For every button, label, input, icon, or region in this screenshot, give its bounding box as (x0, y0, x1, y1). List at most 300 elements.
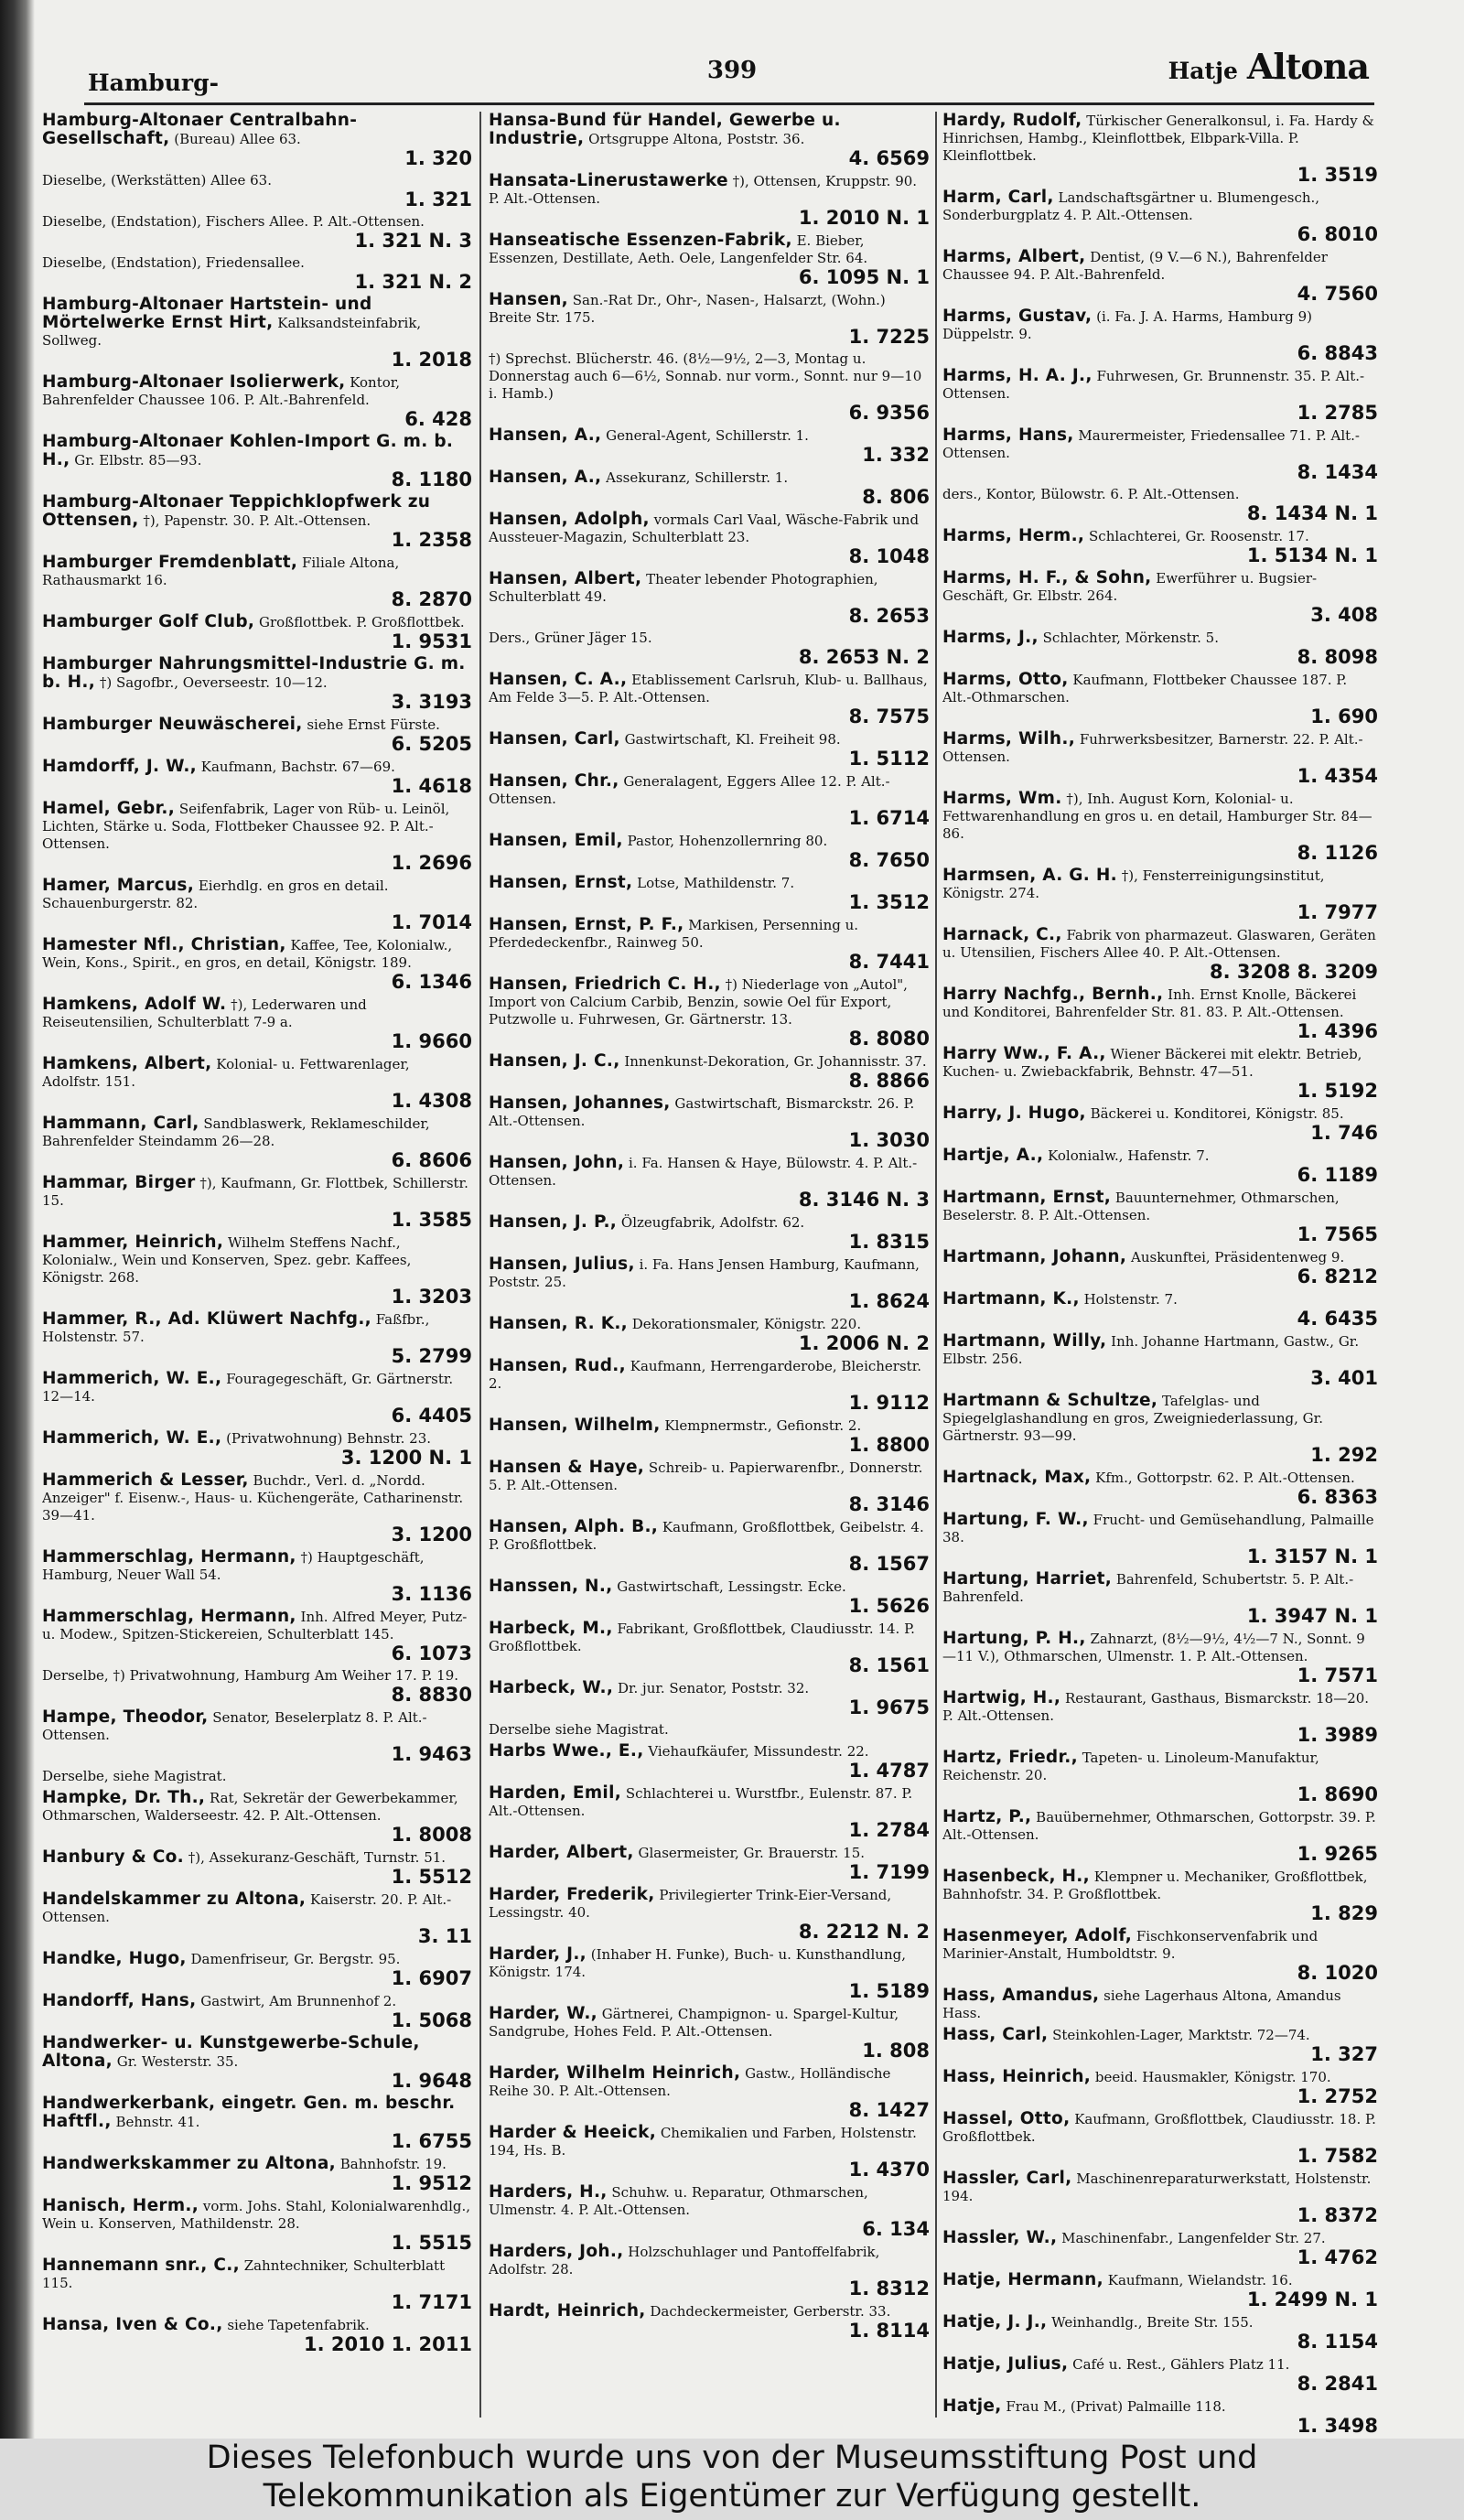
entry-details: Faßfbr., Holstenstr. 57. (42, 1311, 430, 1345)
entry-details: †), Ottensen, Kruppstr. 90. P. Alt.-Ottensen. (489, 173, 918, 207)
entry-details: Maurermeister, Friedensallee 71. P. Alt.-Ottensen. (942, 427, 1361, 461)
entry-name: Harders, Joh., (489, 2242, 624, 2261)
entry-details: Chemikalien und Farben, Holstenstr. 194, Hs. B. (489, 2125, 917, 2159)
entry-name: Hamester Nfl., Christian, (42, 935, 286, 954)
entry-details: Dieselbe, (Werkstätten) Allee 63. (42, 172, 272, 188)
directory-entry (942, 1927, 1378, 1983)
entry-name: Hampke, Dr. Th., (42, 1788, 206, 1807)
entry-phone-number: 8. 1020 (1297, 1962, 1378, 1984)
directory-entry (942, 307, 1378, 363)
entry-phone-number: 1. 3519 (1297, 164, 1378, 186)
directory-entry (942, 112, 1378, 185)
entry-name: Harms, Wm. (942, 789, 1062, 808)
entry-details: (Privatwohnung) Behnstr. 23. (226, 1430, 432, 1447)
directory-entry (942, 2229, 1378, 2267)
entry-phone-number: 1. 4308 (391, 1090, 472, 1112)
directory-entry (942, 188, 1378, 244)
entry-details: Ders., Grüner Jäger 15. (489, 630, 652, 646)
entry-name: Hamburger Fremdenblatt, (42, 553, 298, 572)
entry-name: Handorff, Hans, (42, 1991, 197, 2010)
directory-entry (489, 1578, 930, 1616)
entry-name: Hansen, C. A., (489, 670, 628, 689)
header-rule (84, 102, 1374, 105)
entry-name: Hammann, Carl, (42, 1114, 199, 1133)
directory-entry (942, 569, 1378, 625)
directory-entry (942, 1392, 1378, 1465)
entry-phone-number: 1. 690 (1310, 705, 1378, 727)
entry-details: Bahrenfeld, Schubertstr. 5. P. Alt.-Bahrenfeld. (942, 1571, 1354, 1605)
entry-phone-number: 1. 8624 (848, 1290, 930, 1312)
directory-entry (489, 1459, 930, 1514)
entry-phone-number: 1. 6907 (391, 1967, 472, 1989)
entry-phone-number: 6. 1189 (1297, 1164, 1378, 1186)
entry-name: Harder, Wilhelm Heinrich, (489, 2063, 741, 2083)
entry-name: Hamdorff, J. W., (42, 757, 197, 776)
directory-entry (42, 716, 472, 754)
entry-phone-number: 8. 1561 (848, 1654, 930, 1676)
entry-name: Hamer, Marcus, (42, 876, 195, 895)
entry-phone-number: 8. 2653 N. 2 (798, 646, 930, 668)
directory-entry (42, 2316, 472, 2354)
entry-phone-number: 1. 9463 (391, 1743, 472, 1765)
entry-name: Hannemann snr., C., (42, 2256, 240, 2275)
entry-phone-number: 1. 3498 (1297, 2415, 1378, 2437)
entry-details: vormals Carl Vaal, Wäsche-Fabrik und Aussteuer-Magazin, Schulterblatt 23. (489, 512, 920, 545)
entry-phone-number: 1. 4618 (391, 775, 472, 797)
entry-phone-number: 1. 5189 (848, 1980, 930, 2002)
entry-details: siehe Tapetenfabrik. (227, 2317, 370, 2333)
entry-details: Ortsgruppe Altona, Poststr. 36. (588, 131, 805, 147)
entry-name: Hanseatische Essenzen-Fabrik, (489, 231, 792, 250)
entry-name: Hasenmeyer, Adolf, (942, 1926, 1133, 1945)
entry-phone-number: 1. 332 (862, 444, 930, 466)
directory-entry (489, 1518, 930, 1574)
entry-phone-number: 8. 8830 (391, 1684, 472, 1706)
entry-phone-number: 8. 3208 8. 3209 (1209, 961, 1378, 983)
entry-name: Harms, Wilh., (942, 729, 1076, 748)
directory-entry (942, 1332, 1378, 1388)
directory-entry (42, 296, 472, 370)
directory-entry (42, 112, 472, 168)
entry-details: Auskunftei, Präsidentenweg 9. (1131, 1249, 1345, 1265)
entry-name: Hanisch, Herm., (42, 2196, 199, 2215)
entry-name: Harder, W., (489, 2004, 598, 2023)
entry-name: Hartmann, K., (942, 1289, 1080, 1308)
entry-phone-number: 6. 8010 (1297, 223, 1378, 245)
entry-phone-number: 8. 1180 (391, 468, 472, 490)
entry-details: Gr. Westerstr. 35. (116, 2053, 239, 2070)
directory-entry (489, 2064, 930, 2120)
entry-phone-number: 8. 2653 (848, 605, 930, 627)
entry-details: Privilegierter Trink-Eier-Versand, Lessingstr. 40. (489, 1887, 892, 1921)
directory-entry (942, 2026, 1378, 2064)
directory-entry (489, 671, 930, 727)
entry-phone-number: 1. 3989 (1297, 1724, 1378, 1746)
entry-details: vorm. Johs. Stahl, Kolonialwarenhdlg., Wein u. Konserven, Mathildenstr. 28. (42, 2198, 471, 2232)
entry-phone-number: 8. 806 (862, 486, 930, 508)
directory-entry (42, 493, 472, 550)
entry-name: Hartz, Friedr., (942, 1748, 1078, 1767)
entry-name: Harms, Gustav, (942, 307, 1093, 326)
directory-entry (42, 2095, 472, 2151)
directory-entry (489, 1255, 930, 1311)
entry-phone-number: 8. 8866 (848, 1070, 930, 1092)
entry-phone-number: 1. 746 (1310, 1122, 1378, 1144)
entry-phone-number: 8. 8098 (1297, 646, 1378, 668)
entry-name: Hamburg-Altonaer Centralbahn-Gesellschaft, (42, 112, 358, 148)
entry-name: Hassler, W., (942, 2228, 1058, 2247)
entry-details: †), Papenstr. 30. P. Alt.-Ottensen. (143, 512, 371, 529)
entry-details: Gastwirt, Am Brunnenhof 2. (200, 1993, 397, 2009)
directory-entry (42, 1667, 472, 1705)
directory-entry (489, 1721, 930, 1739)
directory-entry (942, 1104, 1378, 1143)
directory-entry (489, 1094, 930, 1150)
entry-name: Harder, J., (489, 1944, 587, 1964)
entry-name: Hassel, Otto, (942, 2109, 1071, 2128)
entry-name: Harm, Carl, (942, 188, 1054, 207)
directory-entry (42, 1708, 472, 1764)
entry-phone-number: 1. 2358 (391, 529, 472, 551)
entry-name: Hammerschlag, Hermann, (42, 1607, 296, 1626)
entry-details: i. Fa. Hansen & Haye, Bülowstr. 4. P. Alt.-Ottensen. (489, 1155, 918, 1189)
entry-details: †), Assekuranz-Geschäft, Turnstr. 51. (188, 1849, 447, 1866)
entry-details: Bauübernehmer, Othmarschen, Gottorpstr. 39. P. Alt.-Ottensen. (942, 1809, 1376, 1843)
entry-details: Bäckerei u. Konditorei, Königstr. 85. (1090, 1105, 1344, 1122)
entry-details: ders., Kontor, Bülowstr. 6. P. Alt.-Ottensen. (942, 486, 1240, 502)
entry-name: Hamburger Nahrungsmittel-Industrie G. m. b. H., (42, 654, 466, 692)
entry-name: Hamel, Gebr., (42, 799, 176, 818)
entry-phone-number: 4. 7560 (1297, 283, 1378, 305)
entry-name: Harms, H. F., & Sohn, (942, 568, 1152, 587)
entry-name: Harms, Hans, (942, 425, 1074, 445)
entry-phone-number: 1. 5512 (391, 1866, 472, 1888)
entry-details: Frau M., (Privat) Palmaille 118. (1006, 2398, 1226, 2415)
entry-name: Hamburg-Altonaer Isolierwerk, (42, 372, 346, 392)
entry-name: Hansen, Wilhelm, (489, 1416, 661, 1435)
entry-details: Pastor, Hohenzollernring 80. (627, 833, 828, 849)
entry-phone-number: 1. 2696 (391, 852, 472, 874)
entry-details: Inh. Ernst Knolle, Bäckerei und Konditorei, Bahrenfelder Str. 81. 83. P. Alt.-Ottensen. (942, 986, 1357, 1020)
entry-name: Hatje, J. J., (942, 2312, 1048, 2332)
entry-details: Maschinenfabr., Langenfelder Str. 27. (1061, 2230, 1326, 2246)
entry-details: Tapeten- u. Linoleum-Manufaktur, Reichenstr. 20. (942, 1750, 1319, 1783)
entry-details: beeid. Hausmakler, Königstr. 170. (1094, 2069, 1331, 2085)
directory-entry (942, 426, 1378, 482)
entry-phone-number: 8. 1434 (1297, 461, 1378, 483)
directory-entry (42, 1429, 472, 1468)
entry-phone-number: 1. 5626 (848, 1595, 930, 1617)
entry-details: Schlachter, Mörkenstr. 5. (1042, 630, 1219, 646)
entry-details: Lotse, Mathildenstr. 7. (637, 875, 795, 891)
directory-entry (489, 350, 930, 423)
entry-phone-number: 8. 2841 (1297, 2373, 1378, 2395)
entry-phone-number: 6. 428 (404, 408, 472, 430)
entry-details: Fuhrwerksbesitzer, Barnerstr. 22. P. Alt.-Ottensen. (942, 731, 1363, 765)
entry-details: Maschinenreparaturwerkstatt, Holstenstr. 194. (942, 2170, 1372, 2204)
directory-entry (42, 2197, 472, 2253)
entry-name: Hansen, R. K., (489, 1314, 628, 1333)
directory-entry (942, 2271, 1378, 2310)
entry-name: Hansata-Linerustawerke (489, 171, 728, 190)
entry-name: Hampe, Theodor, (42, 1707, 209, 1727)
entry-phone-number: 8. 3146 (848, 1493, 930, 1515)
directory-entry (42, 1471, 472, 1545)
directory-entry (942, 790, 1378, 863)
entry-details: Damenfriseur, Gr. Bergstr. 95. (190, 1951, 401, 1967)
directory-entry (942, 1248, 1378, 1287)
entry-phone-number: 1. 292 (1310, 1444, 1378, 1466)
entry-phone-number: 8. 7441 (848, 951, 930, 973)
directory-entry (942, 926, 1378, 982)
entry-details: (Bureau) Allee 63. (174, 131, 301, 147)
entry-phone-number: 1. 2018 (391, 349, 472, 371)
entry-name: Hansen, J. P., (489, 1212, 618, 1232)
directory-entry (942, 1868, 1378, 1923)
entry-details: Fabrik von pharmazeut. Glaswaren, Geräten u. Utensilien, Fischers Allee 40. P. Alt.-Ottensen. (942, 927, 1376, 961)
entry-name: Harder, Frederik, (489, 1885, 655, 1904)
entry-phone-number: 1. 5515 (391, 2232, 472, 2254)
entry-details: Kaufmann, Wielandstr. 16. (1107, 2272, 1293, 2288)
entry-phone-number: 1. 5192 (1297, 1080, 1378, 1102)
entry-name: Harnack, C., (942, 925, 1062, 944)
entry-details: Kolonial- u. Fettwarenlager, Adolfstr. 151. (42, 1056, 410, 1090)
entry-name: Hamburg-Altonaer Kohlen-Import G. m. b. H., (42, 432, 454, 469)
entry-phone-number: 1. 4354 (1297, 765, 1378, 787)
entry-phone-number: 3. 1200 (391, 1524, 472, 1545)
entry-details: †) Hauptgeschäft, Hamburg, Neuer Wall 54. (42, 1549, 425, 1583)
entry-name: Hatje, (942, 2396, 1002, 2416)
entry-name: Harms, Albert, (942, 247, 1086, 266)
entry-name: Harry Ww., F. A., (942, 1044, 1106, 1063)
entry-name: Hansen, Ernst, (489, 873, 633, 892)
entry-details: Kaffee, Tee, Kolonialw., Wein, Kons., Spirit., en gros, en detail, Königstr. 189. (42, 937, 453, 971)
directory-entry (489, 468, 930, 507)
directory-entry (42, 1548, 472, 1604)
entry-details: Dieselbe, (Endstation), Friedensallee. (42, 254, 305, 271)
entry-details: (i. Fa. J. A. Harms, Hamburg 9) Düppelstr. 9. (942, 308, 1313, 342)
entry-details: Fabrikant, Großflottbek, Claudiusstr. 14. P. Großflottbek. (489, 1621, 915, 1654)
entry-name: Hansen, Alph. B., (489, 1517, 659, 1536)
entry-phone-number: 6. 8606 (391, 1149, 472, 1171)
directory-entry (42, 996, 472, 1051)
entry-phone-number: 4. 6569 (848, 147, 930, 169)
entry-phone-number: 1. 2006 N. 2 (798, 1332, 930, 1354)
entry-details: Wilhelm Steffens Nachf., Kolonialw., Wein und Konserven, Spez. gebr. Kaffees, Königstr. 268. (42, 1234, 412, 1286)
directory-entry (42, 254, 472, 292)
directory-entry (942, 1630, 1378, 1685)
entry-details: Klempner u. Mechaniker, Großflottbek, Bahnhofstr. 34. P. Großflottbek. (942, 1868, 1368, 1902)
entry-details: Behnstr. 41. (115, 2114, 200, 2130)
entry-name: Hansen, Chr., (489, 771, 619, 791)
running-head-small: Hatje (1168, 58, 1238, 84)
directory-entry (942, 1808, 1378, 1864)
entry-details: Schuhw. u. Reparatur, Othmarschen, Ulmenstr. 4. P. Alt.-Ottensen. (489, 2184, 868, 2218)
entry-phone-number: 1. 9512 (391, 2172, 472, 2194)
directory-entry (489, 1052, 930, 1091)
directory-entry (489, 1886, 930, 1942)
directory-entry (489, 630, 930, 667)
footer-line: Telekommunikation als Eigentümer zur Verfügung gestellt. (263, 2478, 1201, 2515)
entry-name: Hass, Carl, (942, 2025, 1049, 2044)
entry-name: Hansen, John, (489, 1153, 625, 1172)
directory-entry (42, 1115, 472, 1170)
entry-name: Hansen, A., (489, 425, 602, 445)
entry-details: Kontor, Bahrenfelder Chaussee 106. P. Alt.-Bahrenfeld. (42, 374, 401, 408)
entry-phone-number: 8. 1427 (848, 2099, 930, 2121)
entry-details: Gärtnerei, Champignon- u. Spargel-Kultur, Sandgrube, Hohes Feld. P. Alt.-Ottensen. (489, 2006, 899, 2040)
entry-details: Sandblaswerk, Reklameschilder, Bahrenfelder Steindamm 26—28. (42, 1115, 430, 1149)
entry-name: Hammer, R., Ad. Klüwert Nachfg., (42, 1309, 371, 1329)
entry-name: Handwerkerbank, eingetr. Gen. m. beschr. Haftfl., (42, 2094, 456, 2131)
directory-entry (42, 1174, 472, 1230)
entry-phone-number: 1. 9531 (391, 630, 472, 652)
entry-phone-number: 8. 7650 (848, 849, 930, 871)
entry-phone-number: 1. 9675 (848, 1696, 930, 1718)
running-head-town: Altona (1246, 46, 1369, 87)
entry-details: Kaiserstr. 20. P. Alt.-Ottensen. (42, 1891, 452, 1925)
entry-phone-number: 6. 4405 (391, 1405, 472, 1427)
entry-name: Hansen, Adolph, (489, 510, 650, 529)
entry-phone-number: 1. 2499 N. 1 (1246, 2288, 1378, 2310)
page-number: 399 (706, 57, 758, 84)
entry-details: †), Fensterreinigungsinstitut, Königstr. 274. (942, 867, 1325, 901)
entry-name: Hansen, Ernst, P. F., (489, 915, 684, 934)
footer-notice (0, 2439, 1464, 2520)
directory-entry (42, 1370, 472, 1426)
entry-phone-number: 8. 7575 (848, 705, 930, 727)
entry-name: Harms, Otto, (942, 670, 1069, 689)
entry-name: Hansen, (489, 290, 568, 309)
entry-phone-number: 8. 2212 N. 2 (798, 1921, 930, 1943)
entry-details: Schlachterei, Gr. Roosenstr. 17. (1089, 528, 1309, 544)
entry-phone-number: 1. 7225 (848, 326, 930, 348)
entry-name: Hatje, Julius, (942, 2354, 1069, 2374)
entry-details: Rat, Sekretär der Gewerbekammer, Othmarschen, Walderseestr. 42. P. Alt.-Ottensen. (42, 1790, 458, 1824)
directory-entry (42, 2256, 472, 2312)
entry-details: Zahntechniker, Schulterblatt 115. (42, 2257, 446, 2291)
entry-name: Hamburg-Altonaer Teppichklopfwerk zu Ottensen, (42, 492, 431, 530)
directory-entry (42, 613, 472, 652)
entry-phone-number: 1. 7571 (1297, 1664, 1378, 1686)
entry-name: Hassler, Carl, (942, 2169, 1072, 2188)
entry-name: Hansen, Johannes, (489, 1093, 671, 1113)
entry-phone-number: 5. 2799 (391, 1345, 472, 1367)
entry-phone-number: 1. 9648 (391, 2070, 472, 2092)
entry-phone-number: 1. 3947 N. 1 (1246, 1605, 1378, 1627)
entry-name: Handwerkskammer zu Altona, (42, 2154, 336, 2173)
entry-details: †), Lederwaren und Reiseutensilien, Schulterblatt 7-9 a. (42, 996, 367, 1030)
entry-phone-number: 1. 3030 (848, 1129, 930, 1151)
directory-entry (42, 373, 472, 429)
entry-name: Harden, Emil, (489, 1783, 622, 1803)
entry-phone-number: 3. 1136 (391, 1583, 472, 1605)
entry-phone-number: 8. 1126 (1297, 842, 1378, 864)
entry-details: Zahnarzt, (8½—9½, 4½—7 N., Sonnt. 9—11 V.), Othmarschen, Ulmenstr. 1. P. Alt.-Ottensen. (942, 1631, 1365, 1664)
column-left (42, 112, 472, 2358)
entry-name: Harbeck, M., (489, 1619, 613, 1638)
entry-details: Fouragegeschäft, Gr. Gärtnerstr. 12—14. (42, 1371, 454, 1405)
directory-entry (42, 655, 472, 712)
entry-details: Fuhrwesen, Gr. Brunnenstr. 35. P. Alt.-Ottensen. (942, 368, 1365, 402)
entry-phone-number: 1. 3512 (848, 891, 930, 913)
directory-entry (42, 1310, 472, 1366)
entry-name: Hartje, A., (942, 1146, 1044, 1165)
entry-details: Großflottbek. P. Großflottbek. (259, 614, 465, 630)
directory-entry (942, 2355, 1378, 2394)
entry-name: Hansen, Albert, (489, 569, 642, 588)
directory-entry (942, 367, 1378, 423)
entry-name: Hansen, Emil, (489, 831, 623, 850)
directory-entry (489, 832, 930, 870)
entry-name: Hammerich & Lesser, (42, 1470, 249, 1490)
directory-entry (489, 570, 930, 626)
entry-details: i. Fa. Hans Jensen Hamburg, Kaufmann, Poststr. 25. (489, 1256, 920, 1290)
directory-entry (42, 2155, 472, 2193)
entry-details: Etablissement Carlsruh, Klub- u. Ballhaus, Am Felde 3—5. P. Alt.-Ottensen. (489, 672, 928, 705)
entry-name: Hartung, P. H., (942, 1629, 1086, 1648)
entry-name: Hamkens, Adolf W. (42, 995, 227, 1014)
directory-entry (42, 1768, 472, 1785)
directory-entry (942, 1749, 1378, 1804)
entry-details: Steinkohlen-Lager, Marktstr. 72—74. (1052, 2027, 1310, 2043)
entry-name: Hartung, F. W., (942, 1510, 1089, 1529)
directory-entry (42, 800, 472, 873)
entry-name: Hansen & Haye, (489, 1458, 645, 1477)
directory-entry (942, 671, 1378, 727)
entry-phone-number: 1. 8114 (848, 2320, 930, 2342)
entry-name: Hatje, Hermann, (942, 2270, 1103, 2289)
directory-entry (942, 1147, 1378, 1185)
entry-details: †) Sprechst. Blücherstr. 46. (8½—9½, 2—3, Montag u. Donnerstag auch 6—6½, Sonnab. nur vorm., Sonnt. nur 9—10 i. Hamb.) (489, 350, 922, 402)
entry-phone-number: 1. 9265 (1297, 1843, 1378, 1865)
entry-phone-number: 8. 1434 N. 1 (1246, 502, 1378, 524)
entry-phone-number: 1. 6714 (848, 807, 930, 829)
entry-details: Kaufmann, Bachstr. 67—69. (200, 759, 395, 775)
directory-entry (942, 1290, 1378, 1329)
entry-name: Harms, H. A. J., (942, 366, 1093, 385)
directory-entry (489, 2124, 930, 2180)
entry-phone-number: 8. 1567 (848, 1553, 930, 1575)
entry-phone-number: 1. 808 (862, 2040, 930, 2062)
directory-entry (489, 1679, 930, 1718)
entry-details: Kfm., Gottorpstr. 62. P. Alt.-Ottensen. (1095, 1470, 1355, 1486)
entry-details: Weinhandlg., Breite Str. 155. (1051, 2314, 1254, 2331)
entry-details: Klempnermstr., Gefionstr. 2. (664, 1417, 862, 1434)
entry-name: Harms, J., (942, 628, 1039, 647)
directory-entry (942, 730, 1378, 786)
entry-phone-number: 1. 7171 (391, 2291, 472, 2313)
entry-phone-number: 1. 8690 (1297, 1783, 1378, 1805)
entry-phone-number: 1. 8800 (848, 1434, 930, 1456)
entry-details: Kalksandsteinfabrik, Sollweg. (42, 315, 422, 349)
entry-phone-number: 1. 5134 N. 1 (1246, 544, 1378, 566)
directory-entry (42, 1608, 472, 1664)
entry-details: Dr. jur. Senator, Poststr. 32. (617, 1680, 810, 1696)
entry-details: Gastwirtschaft, Bismarckstr. 26. P. Alt.-Ottensen. (489, 1095, 915, 1129)
entry-details: Dachdeckermeister, Gerberstr. 33. (650, 2303, 891, 2320)
entry-details: Dentist, (9 V.—6 N.), Bahrenfelder Chaussee 94. P. Alt.-Bahrenfeld. (942, 249, 1328, 283)
entry-name: Hartung, Harriet, (942, 1569, 1113, 1588)
entry-details: Gastwirtschaft, Lessingstr. Ecke. (617, 1578, 846, 1595)
entry-phone-number: 6. 8363 (1297, 1486, 1378, 1508)
entry-details: †) Niederlage von „Autol", Import von Calcium Carbib, Benzin, sowie Oel für Export, Putzwolle u. Fuhrwesen, Gr. Gärtnerstr. 13. (489, 976, 908, 1028)
directory-entry (942, 248, 1378, 304)
entry-name: Handelskammer zu Altona, (42, 1890, 307, 1909)
entry-details: Inh. Johanne Hartmann, Gastw., Gr. Elbstr. 256. (942, 1333, 1360, 1367)
entry-name: Hansen, J. C., (489, 1051, 620, 1071)
entry-name: Hanssen, N., (489, 1577, 613, 1596)
